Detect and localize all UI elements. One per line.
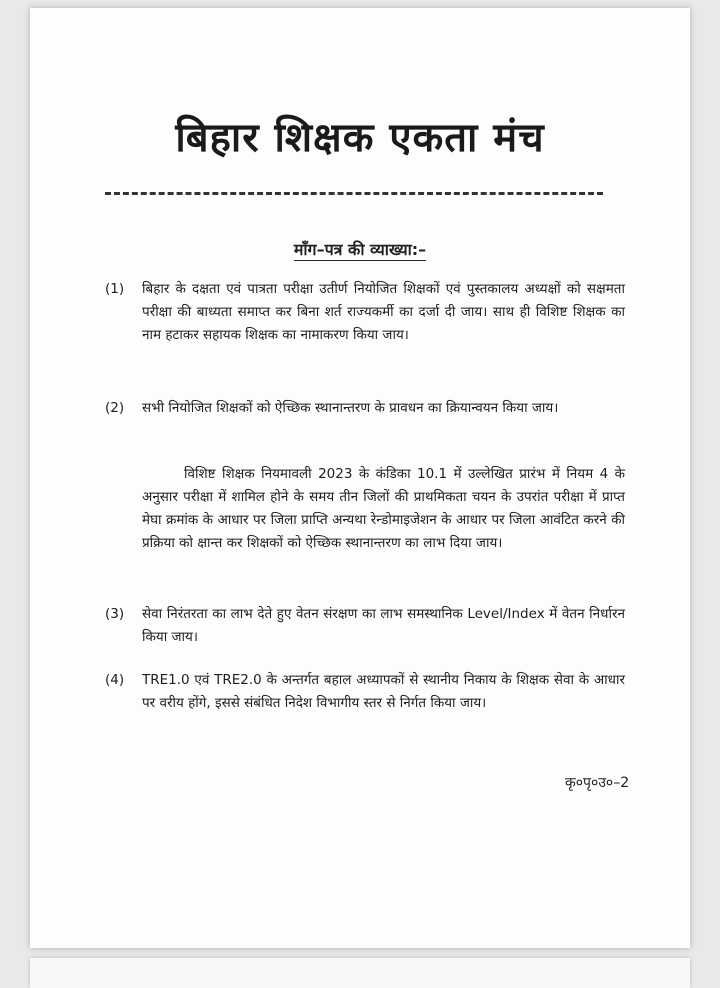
page-continuation-ref: कृ०पृ०उ०–2 [565,775,630,791]
list-item-1 [105,278,625,347]
subtitle-text: माँग–पत्र की व्याख्या:– [293,240,427,259]
list-item-3 [105,603,625,649]
item-text: बिहार के दक्षता एवं पात्रता परीक्षा उतीर्ण नियोजित शिक्षकों एवं पुस्तकालय अध्यक्षों को सक्षमता परीक्षा की बाध्यता समाप्त कर बिना शर्त राज्यकर्मी का दर्जा दी जाय। साथ ही विशिष्ट शिक्षक का नाम हटाकर सहायक शिक्षक का नामाकरण किया जाय। [142,281,625,343]
next-page-edge [30,958,690,988]
item-text: सभी नियोजित शिक्षकों को ऐच्छिक स्थानान्तरण के प्रावधन का क्रियान्वयन किया जाय। [142,400,559,416]
item-text: सेवा निरंतरता का लाभ देते हुए वेतन संरक्षण का लाभ समस्थानिक Level/Index में वेतन निर्धारन किया जाय। [142,606,625,645]
item-number: (3) [105,606,125,622]
item-number: (1) [105,281,125,297]
document-subtitle [30,238,690,260]
document-page [30,8,690,948]
item-text: TRE1.0 एवं TRE2.0 के अन्तर्गत बहाल अध्यापकों से स्थानीय निकाय के शिक्षक सेवा के आधार पर वरीय होंगे, इससे संबंधित निदेश विभागीय स्तर से निर्गत किया जाय। [142,672,625,711]
list-item-2 [105,397,625,420]
list-item-4 [105,669,625,715]
body-paragraph: विशिष्ट शिक्षक नियमावली 2023 के कंडिका 10.1 में उल्लेखित प्रारंभ में नियम 4 के अनुसार परीक्षा में शामिल होने के समय तीन जिलों की प्राथमिकता चयन के उपरांत परीक्षा में प्राप्त मेघा क्रमांक के आधार पर जिला प्राप्ति अन्यथा रेन्डोमाइजेशन के आधार पर जिला आवंटित करने की प्रक्रिया को क्षान्त कर शिक्षकों को ऐच्छिक स्थानान्तरण का लाभ दिया जाय। [142,466,625,551]
dashed-divider [105,192,603,195]
item-number: (4) [105,672,125,688]
document-title: बिहार शिक्षक एकता मंच [175,115,545,161]
item-number: (2) [105,400,125,416]
